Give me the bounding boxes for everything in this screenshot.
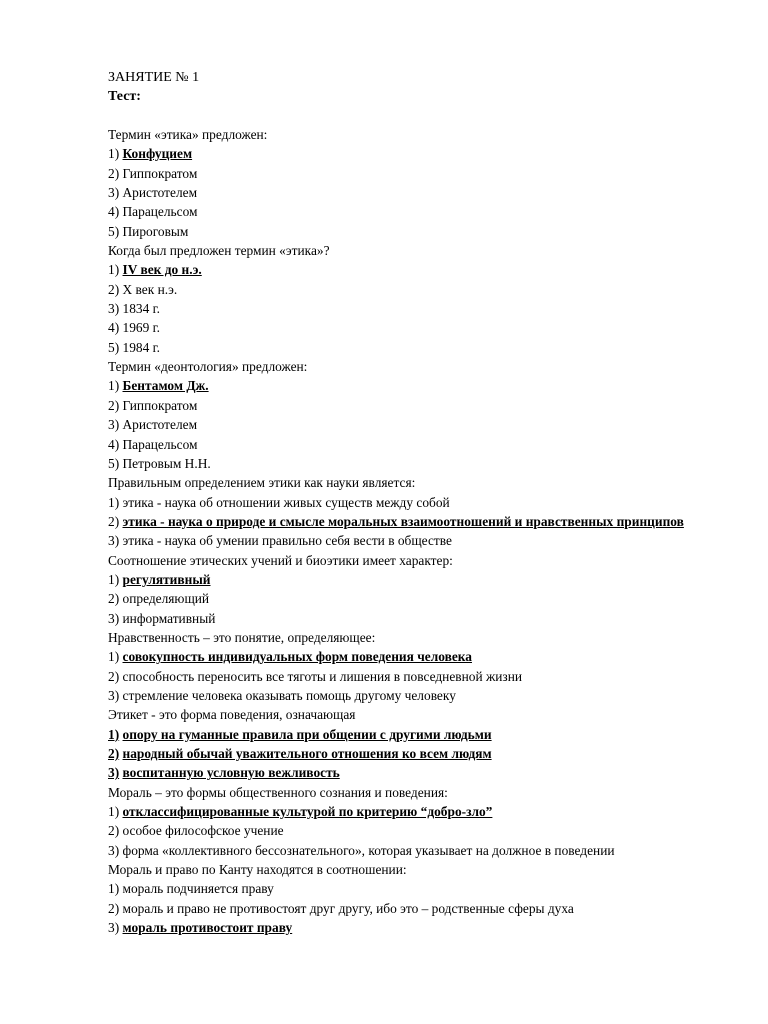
question-text: Нравственность – это понятие, определяющее:: [108, 629, 376, 645]
option-text: Бентамом Дж.: [122, 378, 209, 394]
option-number: 2): [108, 165, 120, 181]
option-text: стремление человека оказывать помощь другому человеку: [122, 687, 456, 703]
question-text: Правильным определением этики как науки является:: [108, 475, 416, 491]
answer-option: [108, 338, 718, 357]
option-text: Пироговым: [122, 223, 189, 239]
answer-option: [108, 667, 718, 686]
question-text: Мораль и право по Канту находятся в соотношении:: [108, 862, 407, 878]
option-text: Петровым Н.Н.: [122, 455, 211, 471]
answer-option-correct: [108, 376, 718, 395]
answer-option: [108, 841, 718, 860]
option-text: народный обычай уважительного отношения ко всем людям: [122, 746, 492, 761]
answer-option: [108, 821, 718, 840]
answer-option-correct: [108, 144, 718, 163]
option-text: воспитанную условную вежливость: [122, 765, 340, 781]
option-number: 4): [108, 320, 120, 336]
option-number: 3): [108, 417, 120, 433]
option-text: Парацельсом: [122, 204, 198, 220]
answer-option: [108, 899, 718, 918]
option-number: 1): [108, 146, 120, 162]
option-number: 4): [108, 204, 120, 220]
answer-option: [108, 435, 718, 454]
option-number: 1): [108, 571, 120, 587]
option-text: 1984 г.: [122, 339, 160, 355]
document-page: [108, 68, 718, 937]
answer-option: [108, 415, 718, 434]
option-text: IV век до н.э.: [122, 262, 202, 278]
option-number: 2): [108, 397, 120, 413]
answer-option: [108, 299, 718, 318]
option-text: регулятивный: [122, 571, 211, 587]
option-text: мораль противостоит праву: [122, 920, 293, 936]
option-text: Гиппократом: [122, 397, 198, 413]
question-text: Соотношение этических учений и биоэтики имеет характер:: [108, 552, 453, 568]
answer-option-correct: [108, 744, 718, 763]
answer-option: [108, 589, 718, 608]
option-number: 3): [108, 301, 120, 317]
option-number: 4): [108, 436, 120, 452]
answer-option: [108, 609, 718, 628]
option-number: 3): [108, 610, 120, 626]
option-text: Аристотелем: [122, 185, 198, 201]
option-number: 1): [108, 726, 120, 742]
option-number: 2): [108, 900, 120, 916]
question-text: Термин «деонтология» предложен:: [108, 359, 308, 375]
option-number: 5): [108, 339, 120, 355]
option-number: 1): [108, 494, 120, 510]
answer-option-correct: [108, 570, 718, 589]
option-text: опору на гуманные правила при общении с другими людьми: [122, 726, 492, 742]
option-number: 1): [108, 649, 120, 665]
option-number: 5): [108, 455, 120, 471]
option-text: особое философское учение: [122, 823, 284, 839]
option-text: X век н.э.: [122, 281, 178, 297]
test-label: Тест:: [108, 89, 141, 104]
option-number: 2): [108, 746, 120, 761]
answer-option-correct: [108, 260, 718, 279]
option-number: 5): [108, 223, 120, 239]
answer-option: [108, 879, 718, 898]
answer-option: [108, 531, 718, 550]
option-text: способность переносить все тяготы и лишения в повседневной жизни: [122, 668, 523, 684]
question-text: Этикет - это форма поведения, означающая: [108, 707, 356, 723]
option-number: 3): [108, 842, 120, 858]
answer-option-correct: [108, 725, 718, 744]
answer-option: [108, 280, 718, 299]
option-number: 1): [108, 378, 120, 394]
option-number: 3): [108, 765, 120, 781]
option-number: 2): [108, 281, 120, 297]
question-text: Мораль – это формы общественного сознания и поведения:: [108, 784, 448, 800]
option-number: 3): [108, 920, 120, 936]
option-text: мораль и право не противостоят друг другу, ибо это – родственные сферы духа: [122, 900, 574, 916]
lesson-title: ЗАНЯТИЕ № 1: [108, 70, 200, 85]
option-text: совокупность индивидуальных форм поведения человека: [122, 649, 472, 665]
option-text: Парацельсом: [122, 436, 198, 452]
option-text: информативный: [122, 610, 216, 626]
option-number: 3): [108, 533, 120, 549]
answer-option-correct: [108, 647, 718, 666]
answer-option: [108, 183, 718, 202]
question-list: [108, 125, 718, 937]
option-text: этика - наука о природе и смысле моральных взаимоотношений и нравственных принципов: [122, 513, 684, 529]
question-text: Когда был предложен термин «этика»?: [108, 243, 330, 259]
option-text: Аристотелем: [122, 417, 198, 433]
answer-option: [108, 493, 718, 512]
option-number: 2): [108, 513, 120, 529]
option-text: 1834 г.: [122, 301, 160, 317]
blank-line: [108, 106, 718, 125]
question-text: Термин «этика» предложен:: [108, 127, 268, 142]
option-number: 3): [108, 185, 120, 201]
option-text: 1969 г.: [122, 320, 160, 336]
answer-option: [108, 318, 718, 337]
answer-option-correct: [108, 512, 718, 531]
answer-option-correct: [108, 918, 718, 937]
answer-option: [108, 202, 718, 221]
option-number: 1): [108, 262, 120, 278]
option-text: Конфуцием: [122, 146, 193, 162]
answer-option: [108, 164, 718, 183]
option-number: 1): [108, 804, 120, 820]
answer-option-correct: [108, 763, 718, 782]
option-text: этика - наука об отношении живых существ между собой: [122, 494, 450, 510]
option-text: форма «коллективного бессознательного», которая указывает на должное в поведении: [122, 842, 615, 858]
answer-option: [108, 222, 718, 241]
option-text: этика - наука об умении правильно себя вести в обществе: [122, 533, 452, 549]
option-text: мораль подчиняется праву: [122, 881, 274, 897]
answer-option: [108, 686, 718, 705]
answer-option: [108, 454, 718, 473]
answer-option: [108, 396, 718, 415]
option-number: 2): [108, 591, 120, 607]
option-text: отклассифицированные культурой по критерию “добро-зло”: [122, 804, 493, 820]
option-number: 1): [108, 881, 120, 897]
option-text: Гиппократом: [122, 165, 198, 181]
option-number: 2): [108, 823, 120, 839]
option-number: 2): [108, 668, 120, 684]
option-text: определяющий: [122, 591, 210, 607]
option-number: 3): [108, 687, 120, 703]
answer-option-correct: [108, 802, 718, 821]
